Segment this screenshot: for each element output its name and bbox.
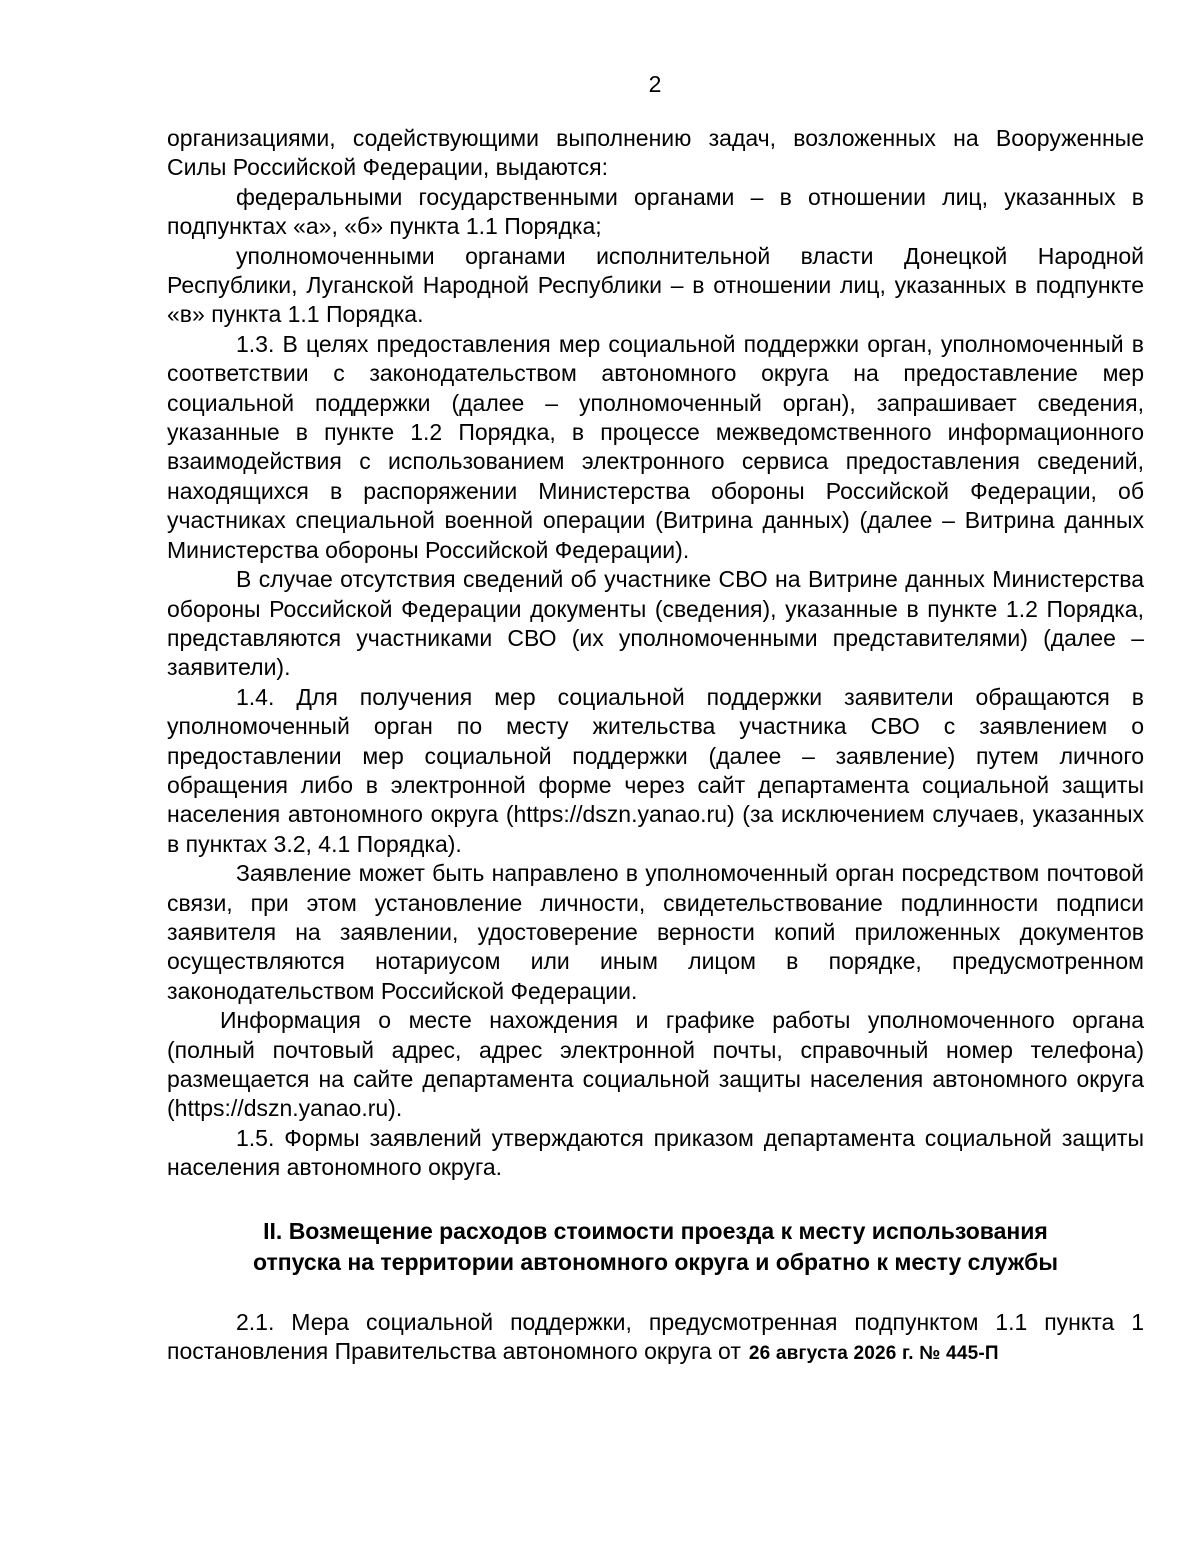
paragraph-text: 2.1. Мера социальной поддержки, предусмотренная подпунктом 1.1 пункта 1 постановления Правительства автономного округа от: [167, 1308, 1144, 1365]
paragraph: организациями, содействующими выполнению задач, возложенных на Вооруженные Силы Российской Федерации, выдаются:: [167, 125, 1144, 181]
paragraph: 1.3. В целях предоставления мер социальной поддержки орган, уполномоченный в соответствии с законодательством автономного округа на предоставление мер социальной поддержки (далее – уполномоченный орган), запрашивает сведения, указанные в пункте 1.2 Порядка, в процессе межведомственного информационного взаимодействия с использованием электронного сервиса предоставления сведений, находящихся в распоряжении Министерства обороны Российской Федерации, об участниках специальной военной операции (Витрина данных) (далее – Витрина данных Министерства обороны Российской Федерации).: [167, 330, 1144, 563]
paragraph: 1.5. Формы заявлений утверждаются приказом департамента социальной защиты населения автономного округа.: [167, 1124, 1144, 1181]
document-body: [167, 124, 1144, 1368]
page-number: 2: [648, 71, 662, 97]
paragraph: федеральными государственными органами – в отношении лиц, указанных в подпунктах «а», «б» пункта 1.1 Порядка;: [167, 183, 1144, 240]
paragraph: Заявление может быть направлено в уполномоченный орган посредством почтовой связи, при этом установление личности, свидетельствование подлинности подписи заявителя на заявлении, удостоверение верности копий приложенных документов осуществляются нотариусом или иным лицом в порядке, предусмотренном законодательством Российской Федерации.: [167, 860, 1144, 1004]
paragraph: Информация о месте нахождения и графике работы уполномоченного органа (полный почтовый адрес, адрес электронной почты, справочный номер телефона) размещается на сайте департамента социальной защиты населения автономного округа (https://dszn.yanao.ru).: [167, 1007, 1144, 1122]
registration-stamp: 26 августа 2026 г. № 445-П: [748, 1343, 999, 1365]
paragraph: [167, 1308, 1144, 1369]
paragraph: В случае отсутствия сведений об участнике СВО на Витрине данных Министерства обороны Российской Федерации документы (сведения), указанные в пункте 1.2 Порядка, представляются участниками СВО (их уполномоченными представителями) (далее – заявители).: [167, 566, 1144, 681]
paragraph: уполномоченными органами исполнительной власти Донецкой Народной Республики, Луганской Народной Республики – в отношении лиц, указанных в подпункте «в» пункта 1.1 Порядка.: [167, 242, 1144, 328]
section-heading-line: II. Возмещение расходов стоимости проезда к месту использования: [263, 1217, 1048, 1244]
paragraph: 1.4. Для получения мер социальной поддержки заявители обращаются в уполномоченный орган по месту жительства участника СВО с заявлением о предоставлении мер социальной поддержки (далее – заявление) путем личного обращения либо в электронной форме через сайт департамента социальной защиты населения автономного округа (https://dszn.yanao.ru) (за исключением случаев, указанных в пунктах 3.2, 4.1 Порядка).: [167, 683, 1144, 857]
section-heading: [167, 1216, 1144, 1278]
section-heading-line: отпуска на территории автономного округа и обратно к месту службы: [253, 1248, 1058, 1275]
